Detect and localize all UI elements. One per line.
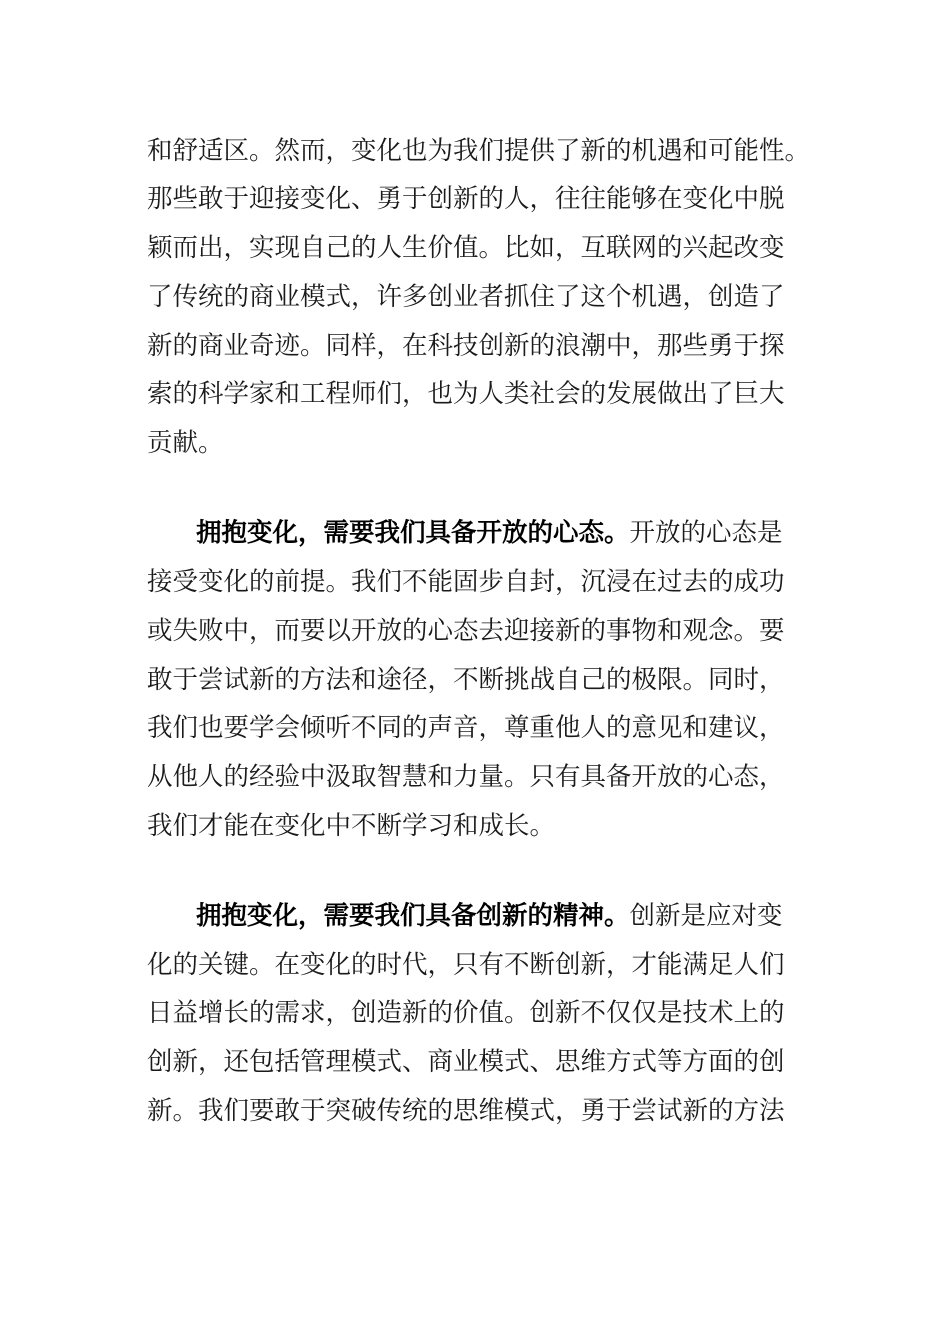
paragraph-2-first-line-rest: 开放的心态是	[629, 518, 783, 548]
paragraph-1-line-6: 索的科学家和工程师们，也为人类社会的发展做出了巨大	[147, 379, 785, 409]
paragraph-3-line-2: 化的关键。在变化的时代，只有不断创新，才能满足人们	[147, 950, 785, 980]
paragraph-2-first-line	[196, 518, 783, 548]
paragraph-2-line-2: 接受变化的前提。我们不能固步自封，沉浸在过去的成功	[147, 567, 785, 597]
paragraph-1-line-2: 那些敢于迎接变化、勇于创新的人，往往能够在变化中脱	[147, 184, 785, 214]
paragraph-1-line-5: 新的商业奇迹。同样，在科技创新的浪潮中，那些勇于探	[147, 331, 785, 361]
paragraph-3-heading: 拥抱变化，需要我们具备创新的精神。	[196, 901, 630, 931]
paragraph-1-line-1: 和舒适区。然而，变化也为我们提供了新的机遇和可能性。	[147, 136, 811, 166]
paragraph-1-line-4: 了传统的商业模式，许多创业者抓住了这个机遇，创造了	[147, 282, 785, 312]
paragraph-2-line-7: 我们才能在变化中不断学习和成长。	[147, 811, 556, 841]
paragraph-3-line-3: 日益增长的需求，创造新的价值。创新不仅仅是技术上的	[147, 998, 785, 1028]
paragraph-1-line-7: 贡献。	[147, 428, 224, 458]
paragraph-2-line-3: 或失败中，而要以开放的心态去迎接新的事物和观念。要	[147, 616, 785, 646]
paragraph-2-line-5: 我们也要学会倾听不同的声音，尊重他人的意见和建议，	[147, 713, 785, 743]
paragraph-3-first-line	[196, 901, 783, 931]
paragraph-2-line-6: 从他人的经验中汲取智慧和力量。只有具备开放的心态，	[147, 762, 785, 792]
paragraph-2-heading: 拥抱变化，需要我们具备开放的心态。	[196, 518, 630, 548]
paragraph-2-line-4: 敢于尝试新的方法和途径，不断挑战自己的极限。同时，	[147, 665, 785, 695]
paragraph-3-line-4: 创新，还包括管理模式、商业模式、思维方式等方面的创	[147, 1047, 785, 1077]
paragraph-3-first-line-rest: 创新是应对变	[629, 901, 783, 931]
paragraph-3-line-5: 新。我们要敢于突破传统的思维模式，勇于尝试新的方法	[147, 1096, 785, 1126]
paragraph-1-line-3: 颖而出，实现自己的人生价值。比如，互联网的兴起改变	[147, 233, 785, 263]
